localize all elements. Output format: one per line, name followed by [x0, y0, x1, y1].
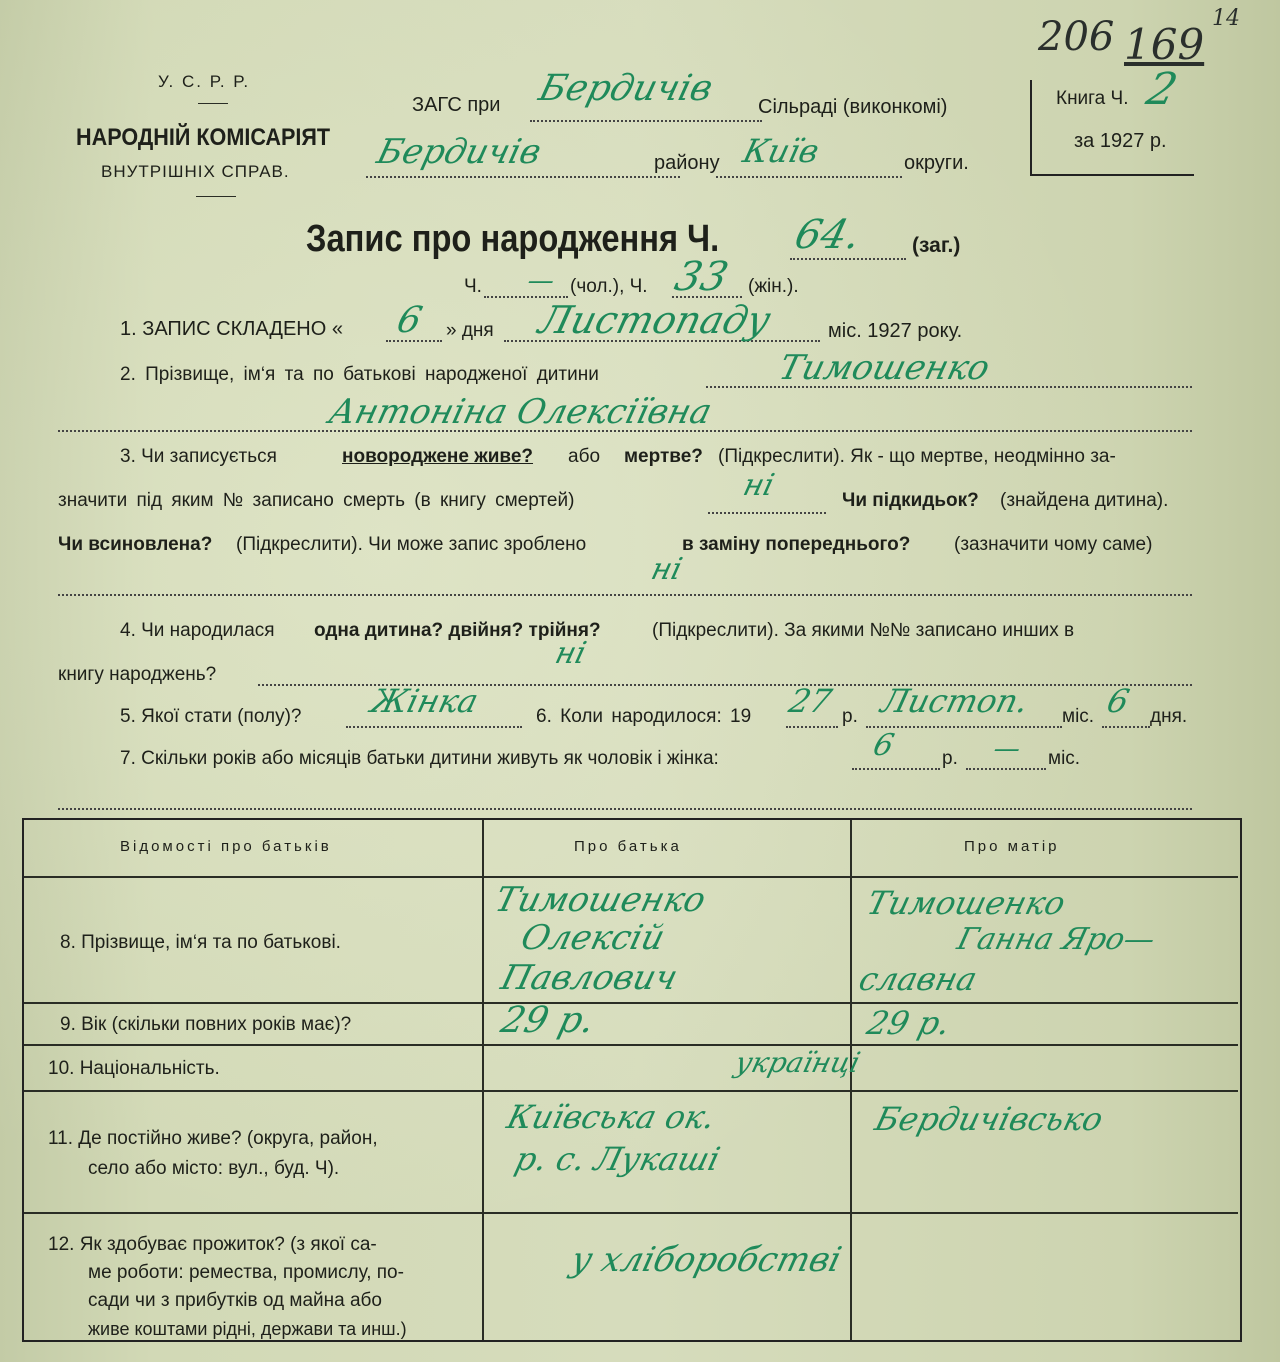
field4-line1-c: (Підкреслити). За якими №№ записано инших в	[652, 620, 1075, 641]
row12-label-line2: ме роботи: ремества, промислу, по-	[88, 1262, 404, 1283]
field6-year-line	[786, 726, 838, 728]
council-label: Сільраді (виконкомі)	[758, 96, 948, 118]
field5-hw: Жінка	[367, 682, 483, 720]
field7-years-line	[852, 768, 940, 770]
field1-day-hw: 6	[392, 300, 427, 341]
row10-label: 10. Національність.	[48, 1058, 220, 1079]
row8-label: 8. Прізвище, ім‘я та по батькові.	[60, 932, 341, 953]
row11-father-line1: Київська ок.	[503, 1098, 720, 1136]
field7-months-line	[966, 768, 1046, 770]
row8-father-line3: Павлович	[497, 958, 682, 998]
district-hw: Бердичів	[373, 132, 546, 172]
field3-line3-a: Чи всиновлена?	[58, 534, 213, 555]
table-row-divider-2	[24, 1044, 1238, 1046]
okruha-line	[716, 176, 902, 178]
field2-label: 2. Прізвище, ім‘я та по батькові народженої дитини	[120, 364, 599, 385]
header-department: ВНУТРІШНІХ СПРАВ.	[101, 162, 290, 181]
field6-text-c: міс.	[1062, 706, 1095, 727]
field1-text-a: 1. ЗАПИС СКЛАДЕНО «	[120, 318, 343, 340]
field5-line	[346, 726, 522, 728]
field7-text-c: міс.	[1048, 748, 1081, 769]
row9-label: 9. Вік (скільки повних років має)?	[60, 1014, 352, 1035]
field3-line3-b: (Підкреслити). Чи може запис зроблено	[236, 534, 587, 555]
district-label: району	[654, 152, 720, 174]
table-header-info: Відомості про батьків	[120, 838, 332, 855]
table-row-divider-3	[24, 1090, 1238, 1092]
field7-second-line	[58, 808, 1192, 810]
row11-mother-line1: Бердичівсько	[871, 1100, 1108, 1138]
field3-line1-a: 3. Чи записується	[120, 446, 277, 467]
field7-text-b: р.	[942, 748, 958, 769]
field3-line1-b: новороджене живе?	[342, 446, 534, 467]
field6-text-d: дня.	[1150, 706, 1188, 727]
field1-text-b: » дня	[446, 320, 494, 341]
record-title: Запис про народження Ч.	[306, 218, 720, 260]
row12-label-line1: 12. Як здобуває прожиток? (з якої са-	[48, 1234, 377, 1255]
record-number-line	[790, 258, 906, 260]
female-label: (жін.).	[748, 276, 799, 297]
table-col-divider-2	[850, 820, 852, 1340]
field3-line3-d: (зазначити чому саме)	[954, 534, 1153, 555]
field6-text-a: 6. Коли народилося: 19	[536, 706, 752, 727]
table-row-divider-1	[24, 1002, 1238, 1004]
record-suffix: (заг.)	[912, 234, 961, 257]
field7-months-hw: —	[990, 734, 1024, 764]
field3-answer-hw: ні	[647, 552, 686, 587]
field2-hw-2: Антоніна Олексіївна	[325, 392, 716, 432]
okruha-label: округи.	[904, 152, 969, 174]
header-state: У. С. Р. Р.	[158, 72, 251, 91]
field3-line1-d: мертве?	[624, 446, 703, 467]
row12-label-line4: живе коштами рідні, держави та инш.)	[88, 1319, 407, 1339]
row8-father-line2: Олексій	[517, 918, 669, 958]
field4-line1-b: одна дитина? двійня? трійня?	[314, 620, 601, 641]
book-label: Книга Ч.	[1056, 88, 1129, 109]
male-prefix: Ч.	[464, 276, 482, 297]
field1-month-hw: Листопаду	[534, 298, 776, 342]
book-year: за 1927 р.	[1074, 130, 1167, 152]
zags-label: ЗАГС при	[412, 94, 501, 116]
header-divider-2	[196, 196, 236, 197]
row12-father: у хліборобстві	[567, 1240, 846, 1280]
table-header-mother: Про матір	[964, 838, 1060, 855]
row8-mother-line2: Ганна Яро—	[953, 922, 1159, 957]
archive-page-number: 169	[1124, 20, 1205, 69]
field6-day-line	[1102, 726, 1150, 728]
row8-mother-line3: славна	[855, 960, 981, 998]
record-number-hw: 64.	[790, 212, 866, 258]
field6-text-b: р.	[842, 706, 858, 727]
row11-label-line1: 11. Де постійно живе? (округа, район,	[48, 1128, 378, 1149]
field3-line1-e: (Підкреслити). Як - що мертве, неодмінно за-	[718, 446, 1116, 467]
field2-hw-1: Тимошенко	[775, 348, 994, 388]
zags-council-hw: Бердичів	[534, 68, 717, 109]
field4-line2: книгу народжень?	[58, 664, 217, 685]
header-commissariat: НАРОДНІЙ КОМІСАРІЯТ	[76, 124, 331, 151]
archive-old-number: 206	[1038, 14, 1115, 60]
female-count-hw: 33	[670, 254, 733, 300]
table-row-divider-4	[24, 1212, 1238, 1214]
field3-answer-line	[58, 594, 1192, 596]
table-col-divider-1	[482, 820, 484, 1340]
table-row-divider-0	[24, 876, 1238, 878]
field6-month-hw: Листоп.	[877, 682, 1033, 720]
book-number-hw: 2	[1141, 64, 1183, 115]
field6-year-hw: 27	[785, 682, 836, 720]
field3-line3-c: в заміну попереднього?	[682, 534, 911, 555]
archive-corner-note: 14	[1212, 6, 1240, 31]
field3-line2-hw: ні	[739, 468, 778, 503]
row12-label-line3: сади чи з прибутків од майна або	[88, 1290, 382, 1311]
male-label: (чол.), Ч.	[570, 276, 648, 297]
zags-council-line	[530, 120, 762, 122]
row9-father: 29 р.	[496, 1000, 599, 1041]
row11-father-line2: р. с. Лукаші	[511, 1140, 724, 1178]
row8-mother-line1: Тимошенко	[863, 884, 1070, 922]
table-header-father: Про батька	[574, 838, 682, 855]
male-count-hw: —	[524, 266, 558, 296]
field3-line2-a: значити під яким № записано смерть (в книгу смертей)	[58, 490, 575, 511]
district-line	[366, 176, 680, 178]
row10-father: українці	[731, 1046, 864, 1079]
row11-label-line2: село або місто: вул., буд. Ч).	[88, 1158, 340, 1179]
row9-mother: 29 р.	[863, 1004, 955, 1042]
row8-father-line1: Тимошенко	[491, 880, 710, 920]
field3-line1-c: або	[568, 446, 601, 467]
field4-answer-hw: ні	[551, 636, 590, 671]
field7-label: 7. Скільки років або місяців батьки дитини живуть як чоловік і жінка:	[120, 748, 719, 769]
field5-label: 5. Якої стати (полу)?	[120, 706, 302, 727]
okruha-hw: Київ	[739, 132, 823, 170]
field4-line1-a: 4. Чи народилася	[120, 620, 275, 641]
field3-line2-dots	[708, 512, 826, 514]
field1-text-c: міс. 1927 року.	[828, 320, 963, 342]
field6-day-hw: 6	[1103, 682, 1134, 720]
header-divider-1	[198, 103, 228, 104]
field7-years-hw: 6	[869, 728, 898, 763]
field3-line2-c: (знайдена дитина).	[1000, 490, 1169, 511]
field3-line2-b: Чи підкидьок?	[842, 490, 979, 511]
